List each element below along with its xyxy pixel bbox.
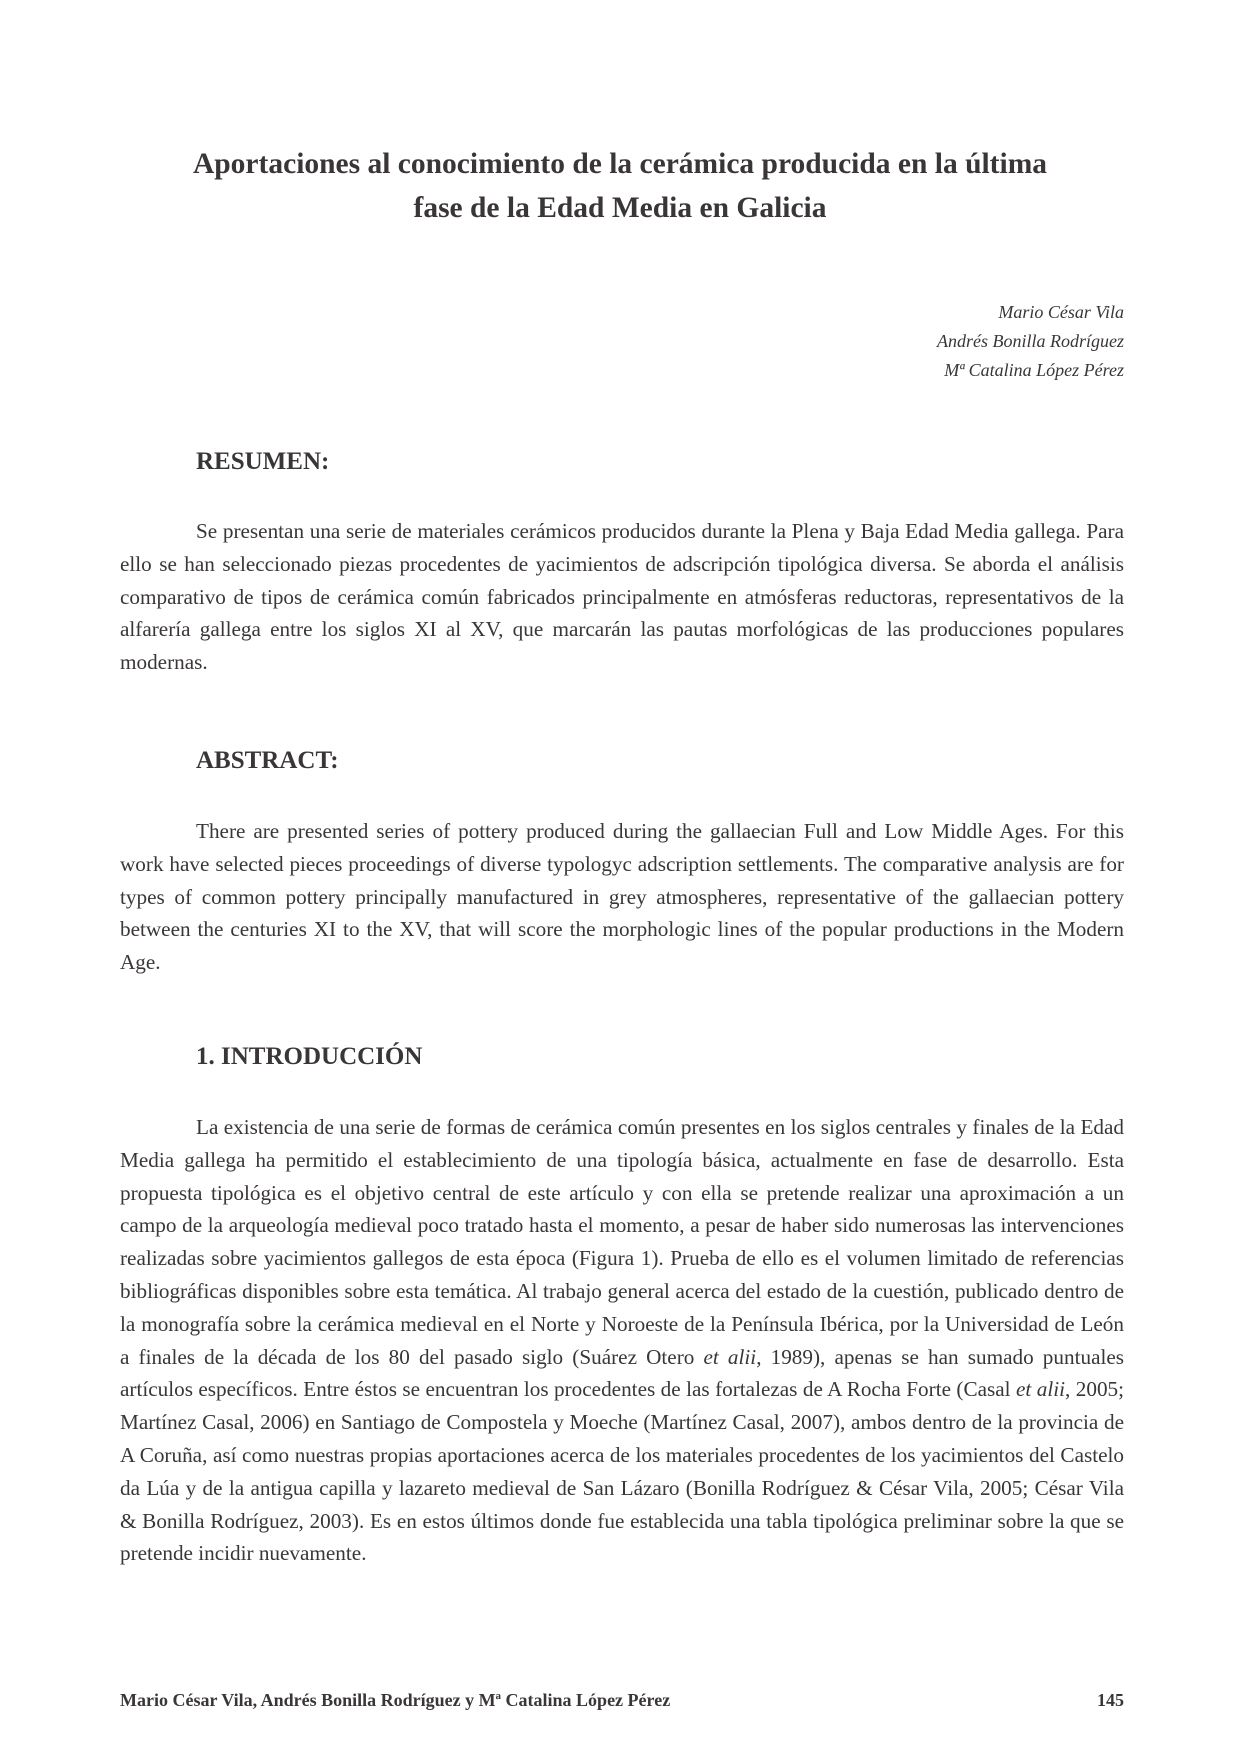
resumen-paragraph: Se presentan una serie de materiales cerámicos producidos durante la Plena y Baja Edad Media gallega. Para ello se han seleccionado piezas procedentes de yacimientos de adscripción tipológica diversa. Se aborda el análisis comparativo de tipos de cerámica común fabricados principalmente en atmósferas reductoras, representativos de la alfarería gallega entre los siglos XI al XV, que marcarán las pautas morfológicas de las producciones populares modernas. — [120, 519, 1124, 675]
title-line-2: fase de la Edad Media en Galicia — [413, 192, 827, 224]
intro-text-segment: , 2005; Martínez Casal, 2006) en Santiago de Compostela y Moeche (Martínez Casal, 2007), ambos dentro de la provincia de A Coruña, así como nuestras propias aportaciones acerca de los materiales procedentes de los yacimientos del Castelo da Lúa y de la antigua capilla y lazareto medieval de San Lázaro (Bonilla Rodríguez & César Vila, 2005; César Vila & Bonilla Rodríguez, 2003). Es en estos últimos donde fue establecida una tabla tipológica preliminar sobre la que se pretende incidir nuevamente. — [120, 1377, 1125, 1566]
resumen-heading: RESUMEN: — [196, 448, 330, 475]
intro-text-segment: La existencia de una serie de formas de cerámica común presentes en los siglos centrales y finales de la Edad Media gallega ha permitido el establecimiento de una tipología básica, actualmente en fase de desarrollo. Esta propuesta tipológica es el objetivo central de este artículo y con ella se pretende realizar una aproximación a un campo de la arqueología medieval poco tratado hasta el momento, a pesar de haber sido numerosas las intervenciones realizadas sobre yacimientos gallegos de esta época (Figura 1). Prueba de ello es el volumen limitado de referencias bibliográficas disponibles sobre esta temática. Al trabajo general acerca del estado de la cuestión, publicado dentro de la monografía sobre la cerámica medieval en el Norte y Noroeste de la Península Ibérica, por la Universidad de León a finales de la década de los 80 del pasado siglo (Suárez Otero — [120, 1115, 1124, 1369]
author-name: Andrés Bonilla Rodríguez — [937, 331, 1124, 351]
citation-et-alii: et alii — [1016, 1377, 1066, 1402]
intro-text-segment: , 1989), apenas se han sumado puntuales artículos específicos. Entre éstos se encuentran los procedentes de las fortalezas de A Rocha Forte (Casal — [120, 1344, 1125, 1402]
abstract-heading: ABSTRACT: — [196, 747, 339, 774]
introduction-paragraph — [120, 1111, 1124, 1570]
introduction-heading: 1. INTRODUCCIÓN — [196, 1043, 423, 1070]
author-name: Mª Catalina López Pérez — [944, 360, 1124, 380]
footer-authors: Mario César Vila, Andrés Bonilla Rodríguez y Mª Catalina López Pérez — [120, 1690, 671, 1710]
author-list — [937, 298, 1124, 385]
title-line-1: Aportaciones al conocimiento de la cerámica producida en la última — [192, 148, 1048, 180]
page-number: 145 — [1097, 1690, 1124, 1710]
citation-et-alii: et alii — [703, 1344, 757, 1369]
abstract-paragraph: There are presented series of pottery produced during the gallaecian Full and Low Middle Ages. For this work have selected pieces proceedings of diverse typologyc adscription settlements. The comparative analysis are for types of common pottery principally manufactured in grey atmospheres, representative of the gallaecian pottery between the centuries XI to the XV, that will score the morphologic lines of the popular productions in the Modern Age. — [120, 819, 1124, 975]
paper-title — [120, 142, 1120, 230]
author-name: Mario César Vila — [998, 302, 1124, 322]
